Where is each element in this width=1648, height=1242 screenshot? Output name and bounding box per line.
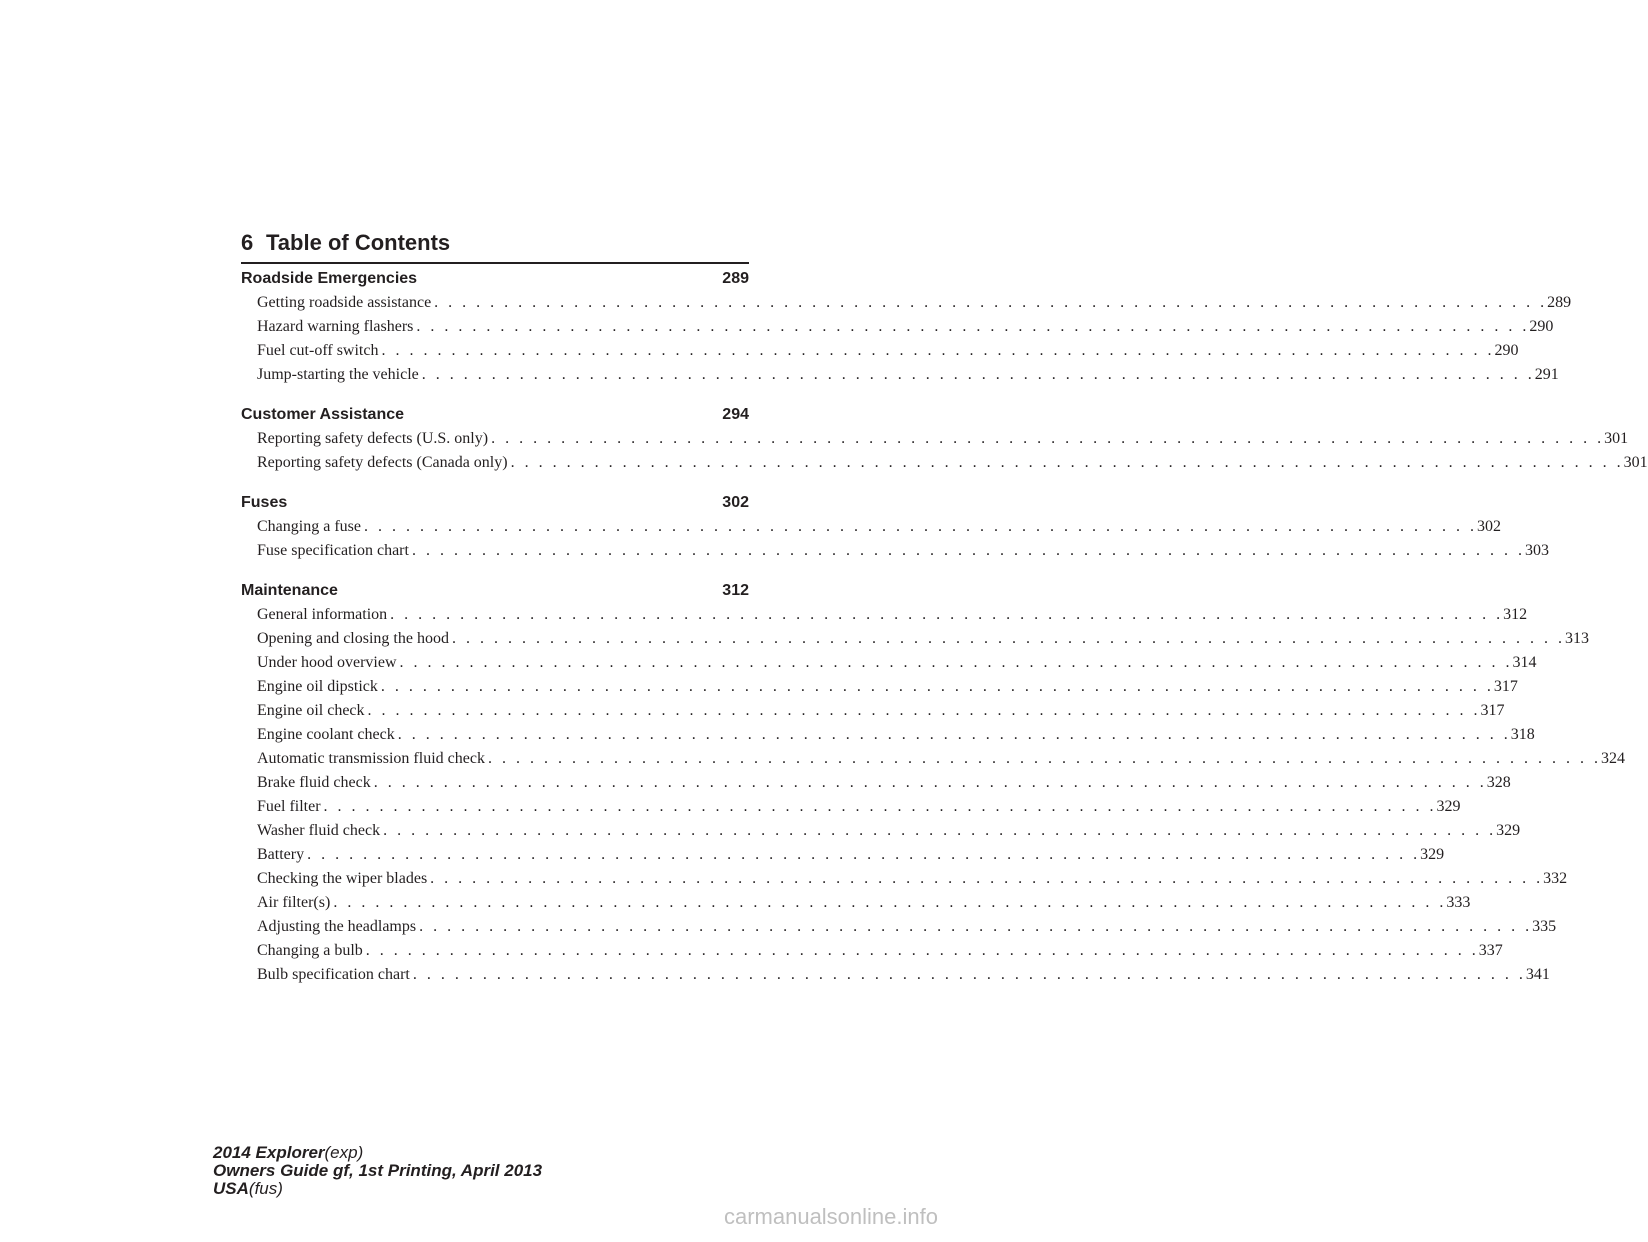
dot-leader: . . . . . . . . . . . . . . . . . . . . . . . . . . . . . . . . . . . . . . . . . . . . . . . . . . . . . . . . . . . . . . . . . . . . . . . . . . . . . . . . <box>333 894 1447 911</box>
footer-line-3 <box>213 1180 542 1198</box>
dot-leader: . . . . . . . . . . . . . . . . . . . . . . . . . . . . . . . . . . . . . . . . . . . . . . . . . . . . . . . . . . . . . . . . . . . . . . . . . . . . . . . . <box>365 942 1479 959</box>
toc-entry[interactable] <box>241 891 1471 915</box>
footer-market-code: (fus) <box>248 1179 283 1198</box>
toc-entry-page: 318 <box>1510 726 1535 743</box>
toc-entry-page: 337 <box>1478 942 1503 959</box>
toc-entry-label: Air filter(s) <box>257 894 331 911</box>
toc-section-title: Roadside Emergencies <box>241 270 418 287</box>
toc-entry[interactable] <box>241 867 1568 891</box>
toc-entry-page: 329 <box>1420 846 1445 863</box>
toc-entry[interactable] <box>241 675 1518 699</box>
toc-entry-page: 313 <box>1564 630 1589 647</box>
toc-entry-label: Under hood overview <box>257 654 397 671</box>
toc-entry-page: 290 <box>1529 318 1554 335</box>
toc-entry[interactable] <box>241 723 1535 747</box>
toc-entry-page: 289 <box>1547 294 1572 311</box>
dot-leader: . . . . . . . . . . . . . . . . . . . . . . . . . . . . . . . . . . . . . . . . . . . . . . . . . . . . . . . . . . . . . . . . . . . . . . . . . . . . . . . . <box>487 750 1601 767</box>
toc-entry[interactable] <box>241 651 1537 675</box>
dot-leader: . . . . . . . . . . . . . . . . . . . . . . . . . . . . . . . . . . . . . . . . . . . . . . . . . . . . . . . . . . . . . . . . . . . . . . . . . . . . . . . . <box>430 870 1544 887</box>
toc-entry-page: 301 <box>1623 454 1648 471</box>
toc-entry-page: 302 <box>1476 518 1501 535</box>
toc-entry-page: 301 <box>1604 430 1629 447</box>
toc-entry-page: 332 <box>1543 870 1568 887</box>
toc-entry-label: Changing a fuse <box>257 518 361 535</box>
dot-leader: . . . . . . . . . . . . . . . . . . . . . . . . . . . . . . . . . . . . . . . . . . . . . . . . . . . . . . . . . . . . . . . . . . . . . . . . . . . . . . . . <box>367 702 1481 719</box>
toc-section-page: 294 <box>722 406 749 423</box>
dot-leader: . . . . . . . . . . . . . . . . . . . . . . . . . . . . . . . . . . . . . . . . . . . . . . . . . . . . . . . . . . . . . . . . . . . . . . . . . . . . . . . . <box>383 822 1497 839</box>
toc-entry[interactable] <box>241 939 1503 963</box>
toc-entry[interactable] <box>241 819 1521 843</box>
toc-section-title: Fuses <box>241 494 288 511</box>
toc-entry-label: Checking the wiper blades <box>257 870 428 887</box>
dot-leader: . . . . . . . . . . . . . . . . . . . . . . . . . . . . . . . . . . . . . . . . . . . . . . . . . . . . . . . . . . . . . . . . . . . . . . . . . . . . . . . . <box>421 366 1535 383</box>
toc-section <box>241 402 1648 475</box>
toc-entry-page: 317 <box>1480 702 1505 719</box>
toc-entry-label: Engine oil dipstick <box>257 678 378 695</box>
toc-section-page: 312 <box>722 582 749 599</box>
toc-entry-page: 328 <box>1486 774 1511 791</box>
dot-leader: . . . . . . . . . . . . . . . . . . . . . . . . . . . . . . . . . . . . . . . . . . . . . . . . . . . . . . . . . . . . . . . . . . . . . . . . . . . . . . . . <box>510 454 1624 471</box>
watermark-text: carmanualsonline.info <box>723 1204 938 1229</box>
dot-leader: . . . . . . . . . . . . . . . . . . . . . . . . . . . . . . . . . . . . . . . . . . . . . . . . . . . . . . . . . . . . . . . . . . . . . . . . . . . . . . . . <box>380 678 1494 695</box>
toc-entry-label: Bulb specification chart <box>257 966 410 983</box>
toc-entry-page: 312 <box>1503 606 1528 623</box>
toc-entry-page: 329 <box>1436 798 1461 815</box>
document-footer <box>213 1144 542 1198</box>
toc-section-heading[interactable] <box>241 402 749 427</box>
toc-entry-label: Washer fluid check <box>257 822 381 839</box>
toc-section-title: Customer Assistance <box>241 406 405 423</box>
toc-entry[interactable] <box>241 915 1557 939</box>
toc-entry-label: Changing a bulb <box>257 942 363 959</box>
toc-entry[interactable] <box>241 315 1554 339</box>
toc-section-title: Maintenance <box>241 582 338 599</box>
page-number: 6 <box>241 230 254 255</box>
dot-leader: . . . . . . . . . . . . . . . . . . . . . . . . . . . . . . . . . . . . . . . . . . . . . . . . . . . . . . . . . . . . . . . . . . . . . . . . . . . . . . . . <box>451 630 1565 647</box>
dot-leader: . . . . . . . . . . . . . . . . . . . . . . . . . . . . . . . . . . . . . . . . . . . . . . . . . . . . . . . . . . . . . . . . . . . . . . . . . . . . . . . . <box>397 726 1511 743</box>
toc-section-page: 302 <box>722 494 749 511</box>
toc-section-heading[interactable] <box>241 578 749 603</box>
toc-entry[interactable] <box>241 843 1445 867</box>
toc-entry[interactable] <box>241 363 1559 387</box>
toc-entry-page: 329 <box>1496 822 1521 839</box>
toc-entry-label: Jump-starting the vehicle <box>257 366 419 383</box>
dot-leader: . . . . . . . . . . . . . . . . . . . . . . . . . . . . . . . . . . . . . . . . . . . . . . . . . . . . . . . . . . . . . . . . . . . . . . . . . . . . . . . . <box>399 654 1513 671</box>
toc-entry-label: Getting roadside assistance <box>257 294 432 311</box>
toc-entry[interactable] <box>241 539 1549 563</box>
footer-market: USA <box>213 1179 249 1198</box>
dot-leader: . . . . . . . . . . . . . . . . . . . . . . . . . . . . . . . . . . . . . . . . . . . . . . . . . . . . . . . . . . . . . . . . . . . . . . . . . . . . . . . . <box>412 966 1526 983</box>
dot-leader: . . . . . . . . . . . . . . . . . . . . . . . . . . . . . . . . . . . . . . . . . . . . . . . . . . . . . . . . . . . . . . . . . . . . . . . . . . . . . . . . <box>390 606 1504 623</box>
footer-model: 2014 Explorer <box>213 1143 325 1162</box>
toc-entry-label: Engine oil check <box>257 702 365 719</box>
toc-section-page: 289 <box>722 270 749 287</box>
toc-entry-page: 335 <box>1532 918 1557 935</box>
footer-line-1 <box>213 1144 542 1162</box>
toc-entry[interactable] <box>241 603 1528 627</box>
toc-entry[interactable] <box>241 427 1629 451</box>
page-title: Table of Contents <box>266 230 451 255</box>
toc-entry-label: General information <box>257 606 388 623</box>
toc-section-heading[interactable] <box>241 266 749 291</box>
toc-entry[interactable] <box>241 339 1519 363</box>
toc-entry-page: 314 <box>1512 654 1537 671</box>
dot-leader: . . . . . . . . . . . . . . . . . . . . . . . . . . . . . . . . . . . . . . . . . . . . . . . . . . . . . . . . . . . . . . . . . . . . . . . . . . . . . . . . <box>411 542 1525 559</box>
toc-section <box>241 266 1572 387</box>
toc-entry-label: Fuse specification chart <box>257 542 409 559</box>
toc-section <box>241 578 1625 987</box>
toc-entry-label: Battery <box>257 846 305 863</box>
dot-leader: . . . . . . . . . . . . . . . . . . . . . . . . . . . . . . . . . . . . . . . . . . . . . . . . . . . . . . . . . . . . . . . . . . . . . . . . . . . . . . . . <box>491 430 1605 447</box>
toc-entry-label: Brake fluid check <box>257 774 371 791</box>
toc-entry-label: Engine coolant check <box>257 726 395 743</box>
page-header <box>241 226 749 264</box>
toc-entry-page: 324 <box>1600 750 1625 767</box>
table-of-contents <box>241 266 1648 1002</box>
toc-entry-label: Reporting safety defects (Canada only) <box>257 454 508 471</box>
toc-section <box>241 490 1549 563</box>
toc-entry[interactable] <box>241 963 1550 987</box>
toc-entry[interactable] <box>241 627 1589 651</box>
toc-entry-label: Opening and closing the hood <box>257 630 449 647</box>
toc-entry[interactable] <box>241 699 1505 723</box>
toc-entry[interactable] <box>241 747 1625 771</box>
toc-entry-page: 290 <box>1494 342 1519 359</box>
toc-section-heading[interactable] <box>241 490 749 515</box>
toc-entry-label: Hazard warning flashers <box>257 318 414 335</box>
dot-leader: . . . . . . . . . . . . . . . . . . . . . . . . . . . . . . . . . . . . . . . . . . . . . . . . . . . . . . . . . . . . . . . . . . . . . . . . . . . . . . . . <box>363 518 1477 535</box>
toc-entry[interactable] <box>241 451 1648 475</box>
dot-leader: . . . . . . . . . . . . . . . . . . . . . . . . . . . . . . . . . . . . . . . . . . . . . . . . . . . . . . . . . . . . . . . . . . . . . . . . . . . . . . . . <box>307 846 1421 863</box>
toc-entry-label: Automatic transmission fluid check <box>257 750 485 767</box>
footer-line-2: Owners Guide gf, 1st Printing, April 2013 <box>213 1161 543 1180</box>
footer-model-code: (exp) <box>324 1143 364 1162</box>
dot-leader: . . . . . . . . . . . . . . . . . . . . . . . . . . . . . . . . . . . . . . . . . . . . . . . . . . . . . . . . . . . . . . . . . . . . . . . . . . . . . . . . <box>434 294 1548 311</box>
toc-entry[interactable] <box>241 795 1461 819</box>
toc-entry[interactable] <box>241 515 1501 539</box>
dot-leader: . . . . . . . . . . . . . . . . . . . . . . . . . . . . . . . . . . . . . . . . . . . . . . . . . . . . . . . . . . . . . . . . . . . . . . . . . . . . . . . . <box>416 318 1530 335</box>
toc-entry-page: 341 <box>1525 966 1550 983</box>
toc-entry[interactable] <box>241 291 1572 315</box>
toc-entry-label: Adjusting the headlamps <box>257 918 417 935</box>
toc-entry-label: Fuel cut-off switch <box>257 342 379 359</box>
dot-leader: . . . . . . . . . . . . . . . . . . . . . . . . . . . . . . . . . . . . . . . . . . . . . . . . . . . . . . . . . . . . . . . . . . . . . . . . . . . . . . . . <box>381 342 1495 359</box>
toc-entry-label: Reporting safety defects (U.S. only) <box>257 430 489 447</box>
dot-leader: . . . . . . . . . . . . . . . . . . . . . . . . . . . . . . . . . . . . . . . . . . . . . . . . . . . . . . . . . . . . . . . . . . . . . . . . . . . . . . . . <box>323 798 1437 815</box>
toc-entry-page: 303 <box>1524 542 1549 559</box>
toc-entry-page: 333 <box>1446 894 1471 911</box>
toc-entry-label: Fuel filter <box>257 798 321 815</box>
dot-leader: . . . . . . . . . . . . . . . . . . . . . . . . . . . . . . . . . . . . . . . . . . . . . . . . . . . . . . . . . . . . . . . . . . . . . . . . . . . . . . . . <box>373 774 1487 791</box>
toc-entry-page: 317 <box>1493 678 1518 695</box>
dot-leader: . . . . . . . . . . . . . . . . . . . . . . . . . . . . . . . . . . . . . . . . . . . . . . . . . . . . . . . . . . . . . . . . . . . . . . . . . . . . . . . . <box>419 918 1533 935</box>
toc-entry-page: 291 <box>1534 366 1559 383</box>
toc-entry[interactable] <box>241 771 1511 795</box>
